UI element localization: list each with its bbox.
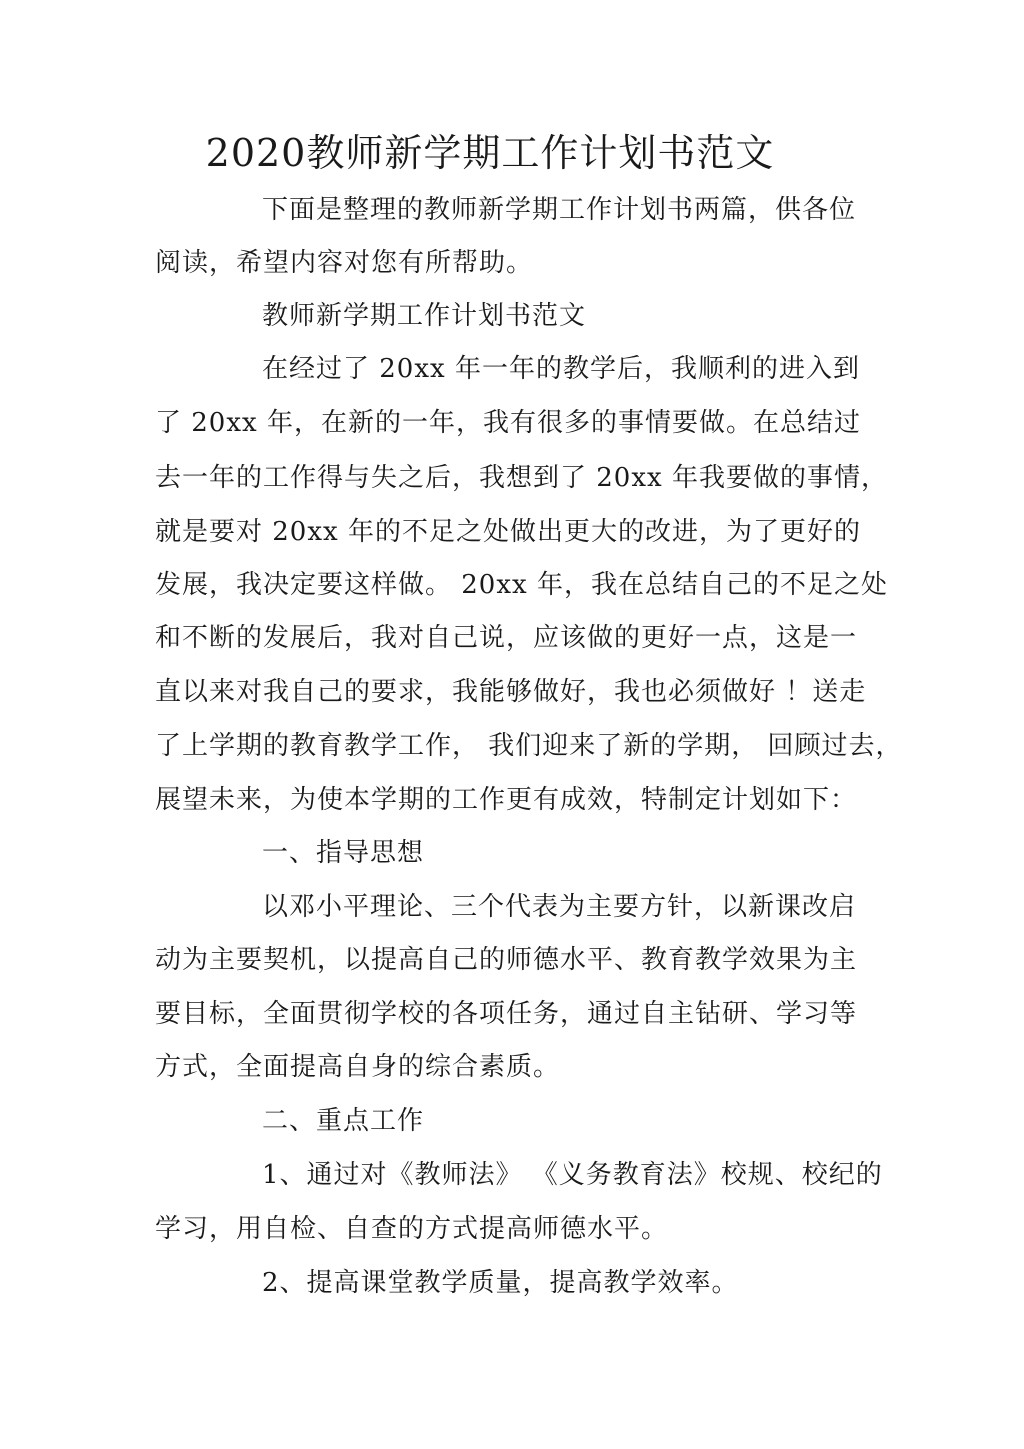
text-line: 1、通过对《教师法》 《义务教育法》校规、校纪的 [262, 1160, 883, 1190]
text-line: 展望未来，为使本学期的工作更有成效，特制定计划如下： [155, 785, 858, 815]
text-line: 在经过了 20xx 年一年的教学后，我顺利的进入到 [262, 354, 860, 384]
section-subtitle: 教师新学期工作计划书范文 [262, 301, 587, 331]
text-line: 阅读，希望内容对您有所帮助。 [155, 248, 534, 278]
text-line: 2、提高课堂教学质量，提高教学效率。 [262, 1268, 739, 1298]
page-title: 2020教师新学期工作计划书范文 [205, 131, 775, 175]
text-line: 动为主要契机，以提高自己的师德水平、教育教学效果为主 [155, 945, 858, 975]
text-line: 和不断的发展后，我对自己说，应该做的更好一点，这是一 [155, 623, 858, 653]
text-line: 以邓小平理论、三个代表为主要方针，以新课改启 [262, 892, 857, 922]
text-line: 了 20xx 年，在新的一年，我有很多的事情要做。在总结过 [155, 408, 861, 438]
text-line: 直以来对我自己的要求，我能够做好，我也必须做好 ！送走 [155, 677, 867, 707]
text-line: 方式，全面提高自身的综合素质。 [155, 1052, 561, 1082]
text-line: 去一年的工作得与失之后，我想到了 20xx 年我要做的事情， [155, 463, 888, 493]
text-line: 了上学期的教育教学工作， 我们迎来了新的学期， 回顾过去， [155, 731, 903, 761]
text-line: 要目标，全面贯彻学校的各项任务，通过自主钻研、学习等 [155, 999, 858, 1029]
section-heading: 二、重点工作 [262, 1106, 425, 1136]
text-line: 发展，我决定要这样做。 20xx 年，我在总结自己的不足之处 [155, 570, 888, 600]
text-line: 就是要对 20xx 年的不足之处做出更大的改进，为了更好的 [155, 517, 861, 547]
text-line: 下面是整理的教师新学期工作计划书两篇，供各位 [262, 195, 857, 225]
text-line: 学习，用自检、自查的方式提高师德水平。 [155, 1214, 669, 1244]
section-heading: 一、指导思想 [262, 838, 425, 868]
